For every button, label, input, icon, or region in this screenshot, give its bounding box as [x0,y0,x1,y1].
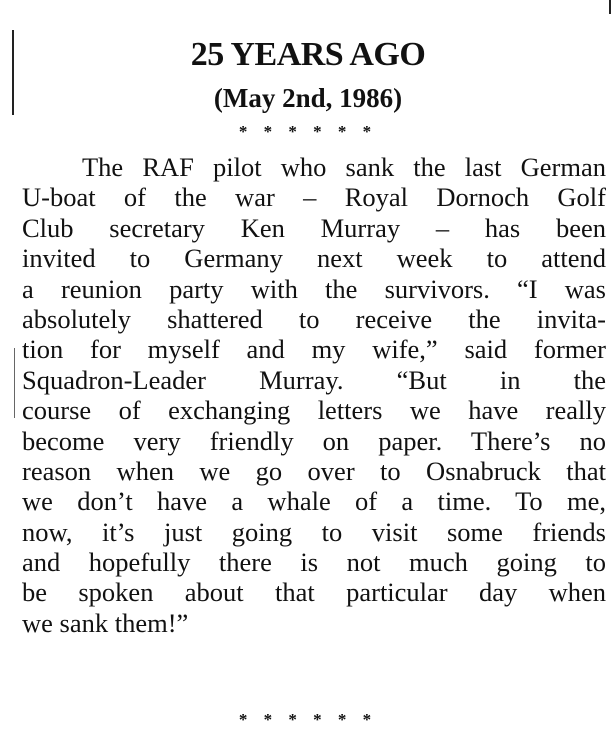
column-title: 25 YEARS AGO [190,36,426,73]
article-line: be spoken about that particular day when [22,577,606,608]
article-line: U-boat of the war – Royal Dornoch Golf [22,182,606,213]
article-line: we don’t have a whale of a time. To me, [22,486,606,517]
article-line: become very friendly on paper. There’s no [22,425,606,456]
column-date: (May 2nd, 1986) [213,83,403,113]
separator-stars-bottom: * * * * * * [238,710,378,729]
article-line: reason when we go over to Osnabruck that [22,455,606,486]
article-line: now, it’s just going to visit some friends [22,516,606,547]
article-line: course of exchanging letters we have really [22,395,606,426]
article-line: absolutely shattered to receive the invita- [22,303,606,334]
separator-stars-top: * * * * * * [238,122,378,141]
article-line: invited to Germany next week to attend [22,243,606,274]
article-line: a reunion party with the survivors. “I was [22,273,606,304]
article-line: tion for myself and my wife,” said former [22,334,606,365]
article-line: and hopefully there is not much going to [22,547,606,578]
article-line: Squadron-Leader Murray. “But in the [22,364,606,395]
article-body [22,152,606,638]
column-rule-right [609,0,611,14]
article-line: The RAF pilot who sank the last German [82,152,606,182]
article-line: Club secretary Ken Murray – has been [22,212,606,243]
article-line: we sank them!” [22,607,189,638]
column-rule-left-faint [14,348,15,418]
